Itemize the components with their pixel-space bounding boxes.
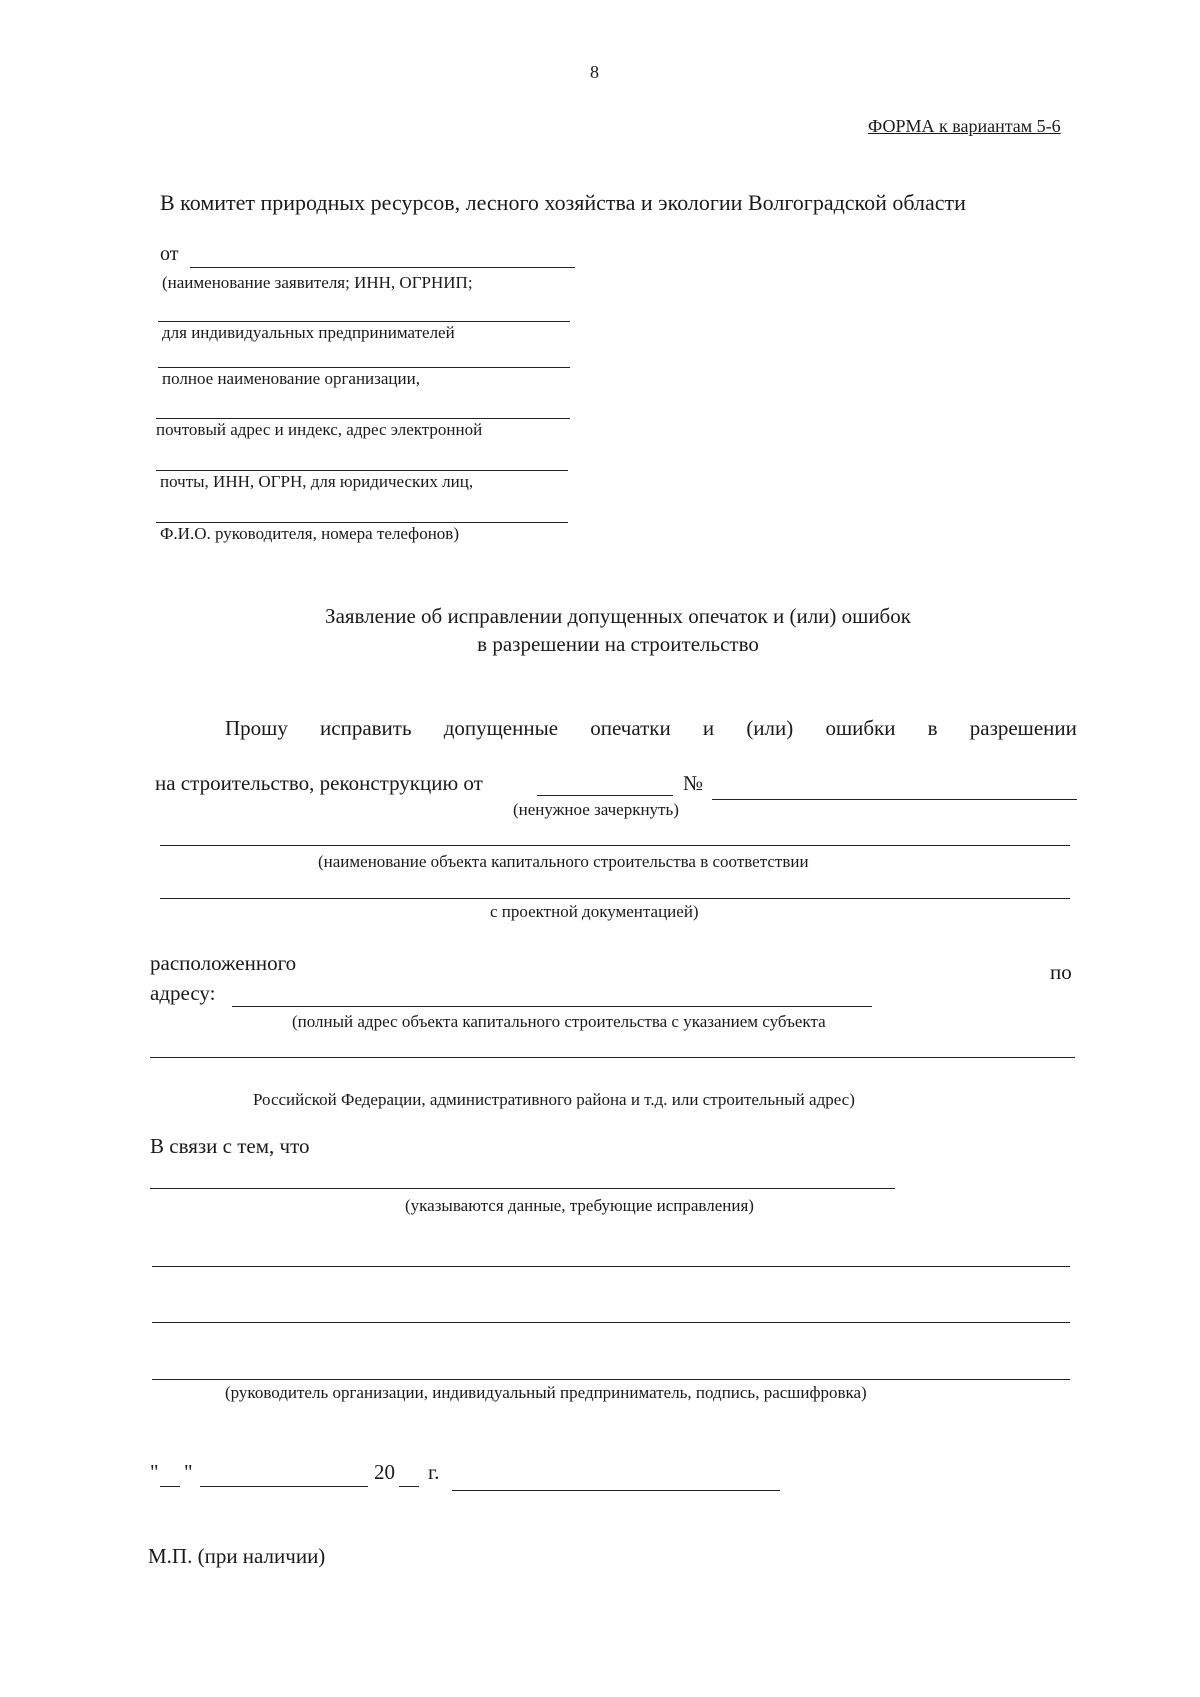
date-month-line[interactable] xyxy=(200,1486,368,1487)
address-line-1[interactable] xyxy=(232,1006,872,1007)
date-year-suffix: г. xyxy=(428,1460,440,1484)
date-quote-open: " xyxy=(150,1460,159,1484)
object-hint-2: с проектной документацией) xyxy=(490,902,699,921)
request-word: Прошу xyxy=(225,716,288,740)
request-word: опечатки xyxy=(590,716,671,740)
permit-date-line[interactable] xyxy=(537,795,673,796)
object-name-line-2[interactable] xyxy=(160,898,1070,899)
reason-line-3[interactable] xyxy=(152,1322,1070,1323)
from-label: от xyxy=(160,243,179,265)
located-by: по xyxy=(1050,960,1072,984)
page-number: 8 xyxy=(590,62,599,82)
request-word: исправить xyxy=(320,716,412,740)
stamp-label: М.П. (при наличии) xyxy=(148,1544,326,1568)
request-word: и xyxy=(702,716,715,740)
applicant-line-3[interactable] xyxy=(158,367,570,368)
document-title-line-1: Заявление об исправлении допущенных опечаток и (или) ошибок xyxy=(325,604,911,628)
address-line-2[interactable] xyxy=(150,1057,1075,1058)
request-word: допущенные xyxy=(443,716,559,740)
strike-hint: (ненужное зачеркнуть) xyxy=(513,800,679,819)
request-word: (или) xyxy=(746,716,794,740)
applicant-hint-5: почты, ИНН, ОГРН, для юридических лиц, xyxy=(160,472,474,491)
document-title-line-2: в разрешении на строительство xyxy=(477,632,759,656)
addressee: В комитет природных ресурсов, лесного хозяйства и экологии Волгоградской области xyxy=(160,190,966,215)
signer-line[interactable] xyxy=(152,1379,1070,1380)
applicant-line-4[interactable] xyxy=(156,418,570,419)
applicant-hint-4: почтовый адрес и индекс, адрес электронной xyxy=(156,420,483,439)
reason-hint: (указываются данные, требующие исправления) xyxy=(405,1196,754,1215)
applicant-hint-1: (наименование заявителя; ИНН, ОГРНИП; xyxy=(162,273,473,292)
request-line xyxy=(225,716,1077,741)
object-hint-1: (наименование объекта капитального строительства в соответствии xyxy=(318,852,809,871)
signer-hint: (руководитель организации, индивидуальный предприниматель, подпись, расшифровка) xyxy=(225,1383,867,1402)
reason-label: В связи с тем, что xyxy=(150,1134,310,1158)
address-hint-2: Российской Федерации, административного района и т.д. или строительный адрес) xyxy=(253,1090,855,1109)
date-year-prefix: 20 xyxy=(374,1460,395,1484)
object-name-line-1[interactable] xyxy=(160,845,1070,846)
applicant-line-2[interactable] xyxy=(158,321,570,322)
date-signature-line[interactable] xyxy=(452,1490,780,1491)
date-day-line[interactable] xyxy=(160,1486,180,1487)
applicant-hint-6: Ф.И.О. руководителя, номера телефонов) xyxy=(160,524,459,543)
request-word: разрешении xyxy=(969,716,1077,740)
located-label: расположенного xyxy=(150,951,297,975)
request-word: в xyxy=(927,716,938,740)
permit-number-line[interactable] xyxy=(712,799,1077,800)
address-label: адресу: xyxy=(150,981,216,1005)
number-sign: № xyxy=(683,771,704,795)
applicant-line-5[interactable] xyxy=(156,470,568,471)
applicant-hint-3: полное наименование организации, xyxy=(162,369,420,388)
request-word: ошибки xyxy=(825,716,896,740)
form-label: ФОРМА к вариантам 5-6 xyxy=(868,116,1061,136)
applicant-line-6[interactable] xyxy=(156,522,568,523)
date-quote-close: " xyxy=(184,1460,193,1484)
applicant-hint-2: для индивидуальных предпринимателей xyxy=(162,323,455,342)
date-year-line[interactable] xyxy=(399,1486,419,1487)
reason-line-2[interactable] xyxy=(152,1266,1070,1267)
address-hint-1: (полный адрес объекта капитального строительства с указанием субъекта xyxy=(292,1012,826,1031)
permit-line-prefix: на строительство, реконструкцию от xyxy=(155,771,483,795)
applicant-name-line[interactable] xyxy=(190,267,575,268)
reason-line-1[interactable] xyxy=(150,1188,895,1189)
